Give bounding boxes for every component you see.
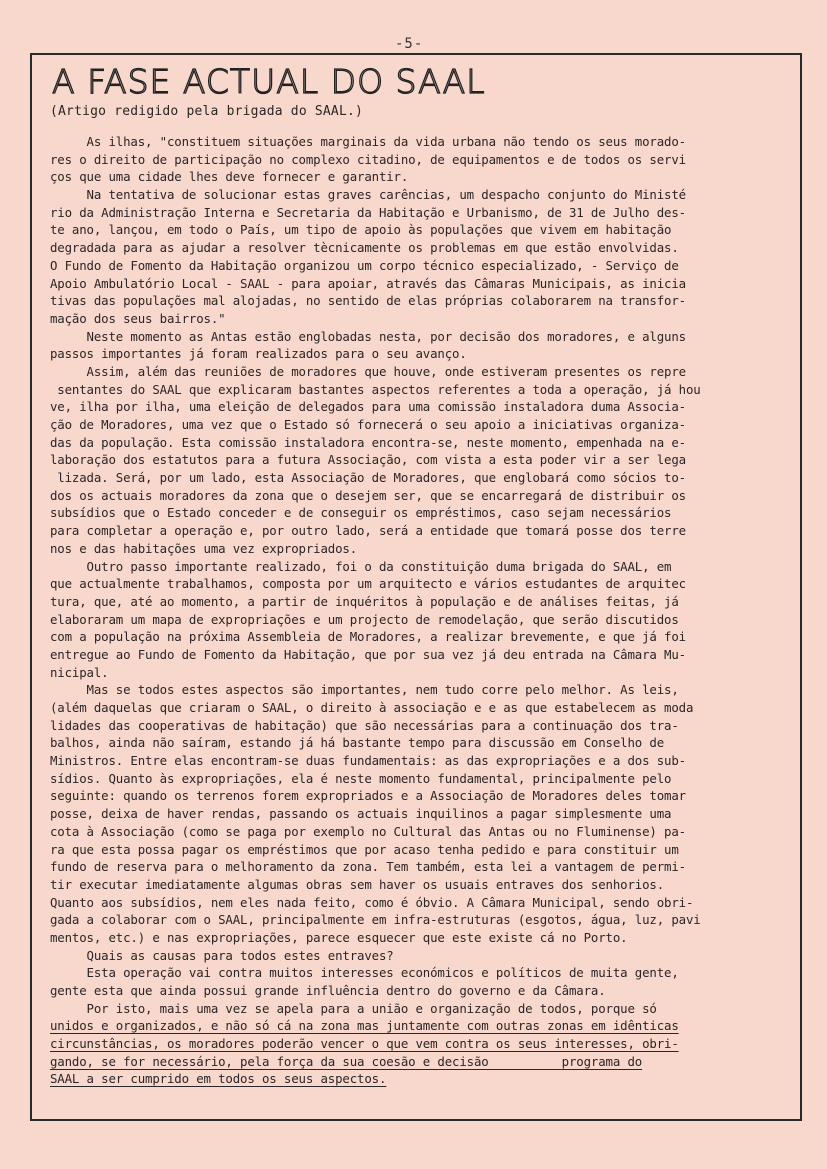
text-line: tura, que, até ao momento, a partir de inquéritos à população e de análises feitas, já: [50, 593, 679, 609]
text-line: Mas se todos estes aspectos são importantes, nem tudo corre pelo melhor. As leis,: [50, 682, 679, 698]
text-line: rio da Administração Interna e Secretaria da Habitação e Urbanismo, de 31 de Julho des-: [50, 204, 686, 220]
text-line: Outro passo importante realizado, foi o da constituição duma brigada do SAAL, em: [50, 558, 672, 574]
text-line: tir executar imediatamente algumas obras sem haver os usuais entraves dos senhorios.: [50, 876, 665, 892]
text-line: ve, ilha por ilha, uma eleição de delegados para uma comissão instaladora duma Associa-: [50, 399, 686, 415]
text-line: Quanto aos subsídios, nem eles nada feito, como é óbvio. A Câmara Municipal, sendo obri-: [50, 894, 694, 910]
text-line: posse, deixa de haver rendas, passando os actuais inquilinos a pagar simplesmente uma: [50, 806, 672, 822]
text-line: balhos, ainda não saíram, estando já há bastante tempo para discussão em Conselho de: [50, 735, 665, 751]
text-line: Quais as causas para todos estes entraves?: [50, 947, 394, 963]
text-line: subsídios que o Estado conceder e de conseguir os empréstimos, caso sejam necessários: [50, 505, 672, 521]
text-line: passos importantes já foram realizados para o seu avanço.: [50, 346, 467, 362]
text-line: entregue ao Fundo de Fomento da Habitação, que por sua vez já deu entrada na Câmara Mu-: [50, 646, 686, 662]
text-line: Ministros. Entre elas encontram-se duas fundamentais: as das expropriações e a dos sub-: [50, 753, 686, 769]
text-line: sentantes do SAAL que explicaram bastantes aspectos referentes a toda a operação, já hou: [50, 381, 701, 397]
text-line: elaboraram um mapa de expropriações e um projecto de remodelação, que serão discutidos: [50, 611, 679, 627]
text-line: Apoio Ambulatório Local - SAAL - para apoiar, através das Câmaras Municipais, as inicia: [50, 275, 686, 291]
article-subtitle: (Artigo redigido pela brigada do SAAL.): [50, 104, 364, 119]
text-line-underlined: SAAL a ser cumprido em todos os seus aspectos.: [50, 1071, 387, 1087]
text-line: sídios. Quanto às expropriações, ela é neste momento fundamental, principalmente pelo: [50, 770, 672, 786]
text-line: mação dos seus bairros.": [50, 310, 226, 326]
text-line: nicipal.: [50, 664, 109, 680]
text-line: (além daquelas que criaram o SAAL, o direito à associação e e as que estabelecem as moda: [50, 700, 694, 715]
text-line: res o direito de participação no complexo citadino, de equipamentos e de todos os servi: [50, 151, 686, 167]
text-line: seguinte: quando os terrenos forem expropriados e a Associação de Moradores deles tomar: [50, 788, 686, 804]
text-line: Assim, além das reuniões de moradores que houve, onde estiveram presentes os repre: [50, 363, 686, 379]
text-line: dos os actuais moradores da zona que o desejem ser, que se encarregará de distribuir os: [50, 487, 686, 503]
text-line: com a população na próxima Assembleia de Moradores, a realizar brevemente, e que já foi: [50, 629, 686, 645]
text-line-underlined: unidos e organizados, e não só cá na zona mas juntamente com outras zonas em idênticas: [50, 1018, 679, 1034]
text-line: laboração dos estatutos para a futura Associação, com vista a esta poder vir a ser lega: [50, 452, 686, 468]
text-line: Esta operação vai contra muitos interesses económicos e políticos de muita gente,: [50, 965, 679, 981]
text-line: ção de Moradores, uma vez que o Estado só fornecerá o seu apoio a iniciativas organiza-: [50, 417, 686, 432]
text-line: ços que uma cidade lhes deve fornecer e garantir.: [50, 169, 409, 185]
text-line: O Fundo de Fomento da Habitação organizou um corpo técnico especializado, - Serviço de: [50, 257, 679, 273]
text-line-underlined: circunstâncias, os moradores poderão vencer o que vem contra os seus interesses, obri-: [50, 1036, 679, 1052]
text-line: degradada para as ajudar a resolver tècnicamente os problemas em que estão envolvidas.: [50, 240, 679, 256]
text-line: que actualmente trabalhamos, composta por um arquitecto e vários estudantes de arquitec: [50, 576, 686, 592]
text-line: Por isto, mais uma vez se apela para a união e organização de todos, porque só: [50, 1000, 657, 1016]
text-line: cota à Associação (como se paga por exemplo no Cultural das Antas ou no Fluminense) pa-: [50, 823, 686, 839]
article-body: [50, 133, 778, 1088]
page-number: -5-: [395, 36, 424, 52]
text-line: tivas das populações mal alojadas, no sentido de elas próprias colaborarem na transfor-: [50, 293, 686, 309]
text-line: te ano, lançou, em todo o País, um tipo de apoio às populações que vivem em habitação: [50, 222, 672, 238]
text-line: fundo de reserva para o melhoramento da zona. Tem também, esta lei a vantagem de permi-: [50, 859, 686, 875]
text-line: gada a colaborar com o SAAL, principalmente em infra-estruturas (esgotos, água, luz, pavi: [50, 912, 701, 928]
text-line: nos e das habitações uma vez expropriados.: [50, 540, 358, 556]
text-line: Neste momento as Antas estão englobadas nesta, por decisão dos moradores, e alguns: [50, 328, 686, 344]
text-line: lizada. Será, por um lado, esta Associação de Moradores, que englobará como sócios to-: [50, 470, 686, 486]
text-line: lidades das cooperativas de habitação) que são necessárias para a continuação dos tra-: [50, 717, 679, 733]
text-line-underlined: gando, se for necessário, pela força da sua coesão e decisão programa do: [50, 1053, 643, 1069]
text-line: Na tentativa de solucionar estas graves carências, um despacho conjunto do Ministé: [50, 187, 686, 203]
article-title: A FASE ACTUAL DO SAAL: [52, 62, 486, 101]
text-line: para completar a operação e, por outro lado, será a entidade que tomará posse dos terre: [50, 523, 686, 539]
text-line: As ilhas, "constituem situações marginais da vida urbana não tendo os seus morado-: [50, 134, 686, 149]
text-line: das da população. Esta comissão instaladora encontra-se, neste momento, empenhada na e-: [50, 434, 686, 450]
text-line: mentos, etc.) e nas expropriações, parece esquecer que este existe cá no Porto.: [50, 929, 628, 945]
text-line: ra que esta possa pagar os empréstimos que por acaso tenha pedido e para constituir um: [50, 841, 679, 857]
text-line: gente esta que ainda possui grande influência dentro do governo e da Câmara.: [50, 983, 606, 998]
